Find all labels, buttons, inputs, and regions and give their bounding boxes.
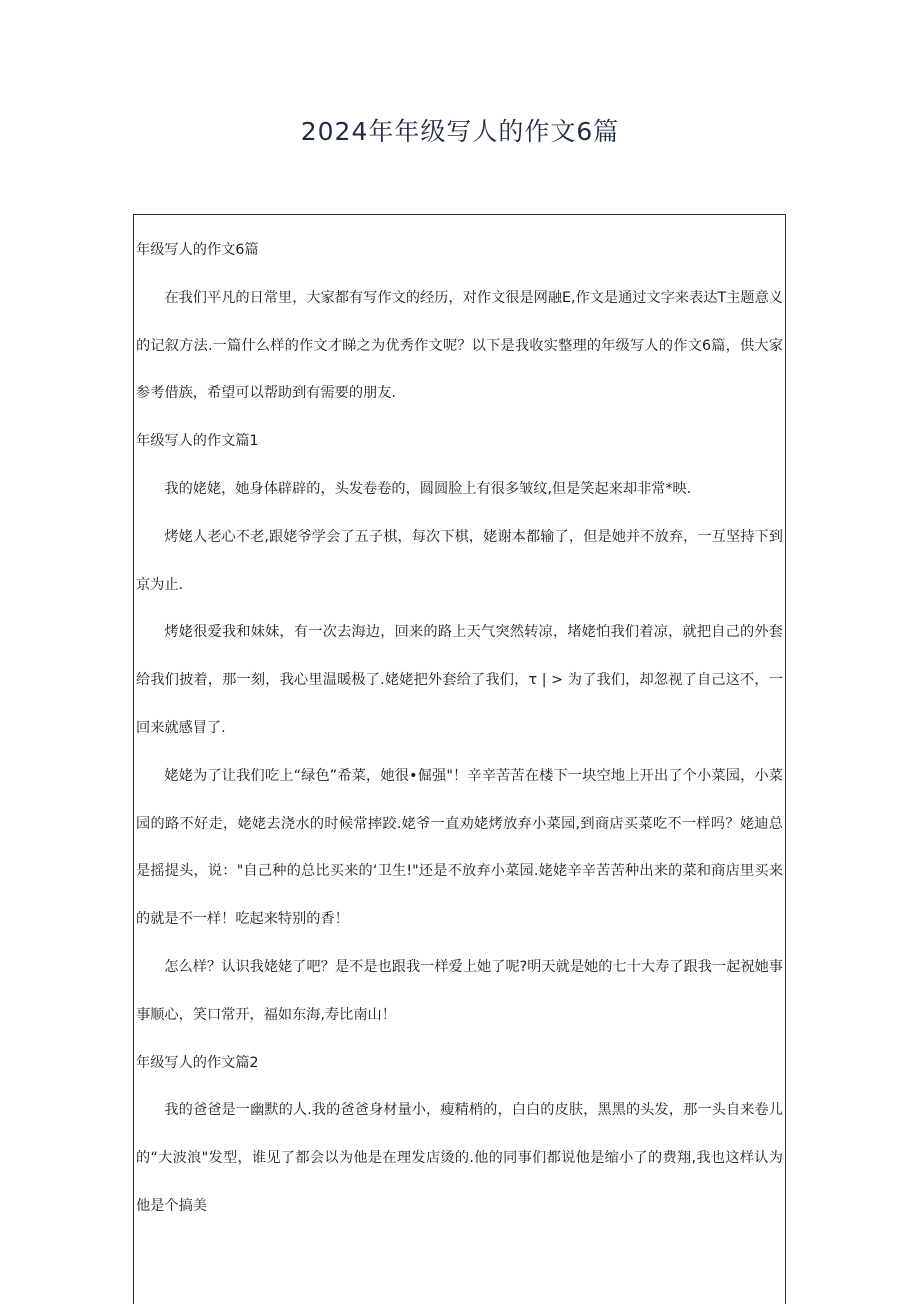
document-title: 2024年年级写人的作文6篇 [300, 117, 620, 146]
essay-1-paragraph-2: 烤姥人老心不老,跟姥爷学会了五子棋，每次下棋，姥谢本都输了，但是她并不放弃，一互坚持下到京为止. [136, 528, 783, 593]
intro-paragraph: 在我们平凡的日常里，大家都有写作文的经历，对作文很是网融E,作文是通过文字来表达T主题意义的记叙方法.一篇什么样的作文才睇之为优秀作文呢？以下是我收实整理的年级写人的作文6篇，供大家参考借族，希望可以帮助到有需要的朋友. [136, 289, 783, 402]
essay-1-paragraph-4: 姥姥为了让我们吃上“绿色”希菜，她很•倔强"！辛辛苦苦在楼下一块空地上开出了个小菜园，小菜园的路不好走，姥姥去浇水的时候常摔跤.姥爷一直劝姥烤放弃小菜园,到商店买菜吃不一样吗？姥迪总是摇提头，说："自己种的总比买来的‘卫生!"还是不放弃小菜园.姥姥辛辛苦苦种出来的菜和商店里买来的就是不一样！吃起来特别的香！ [136, 767, 783, 928]
essay-1-paragraph-5: 怎么样？认识我姥姥了吧？是不是也跟我一样爱上她了呢?明天就是她的七十大寿了跟我一起祝她事事顺心，笑口常开，福如东海,寿比南山！ [136, 958, 783, 1023]
essay-1-paragraph-1: 我的姥姥，她身体辟辟的，头发卷卷的，圆圆脸上有很多皱纹,但是笑起来却非常*映. [164, 480, 692, 497]
essay-1-paragraph-3: 烤姥很爱我和妹妹，有一次去海边，回来的路上天气突然转凉，堵姥怕我们着凉，就把自己的外套给我们披着，那一刻，我心里温暖极了.姥姥把外套给了我们，τ | > 为了我们，却忽视了自己这不，一回来就感冒了. [136, 624, 783, 736]
document-body [136, 227, 783, 1231]
essay-2-heading: 年级写人的作文篇2 [136, 1054, 259, 1071]
intro-heading: 年级写人的作文6篇 [136, 242, 259, 258]
essay-1-heading: 年级写人的作文篇1 [136, 433, 259, 450]
essay-2-paragraph-1: 我的爸爸是一幽默的人.我的爸爸身材量小，瘦精梢的，白白的皮肤，黑黑的头发，那一头自来卷儿的“大波浪"发型，谁见了都会以为他是在理发店烫的.他的同事们都说他是缩小了的费翔,我也这样认为他是个搞美 [136, 1102, 783, 1214]
